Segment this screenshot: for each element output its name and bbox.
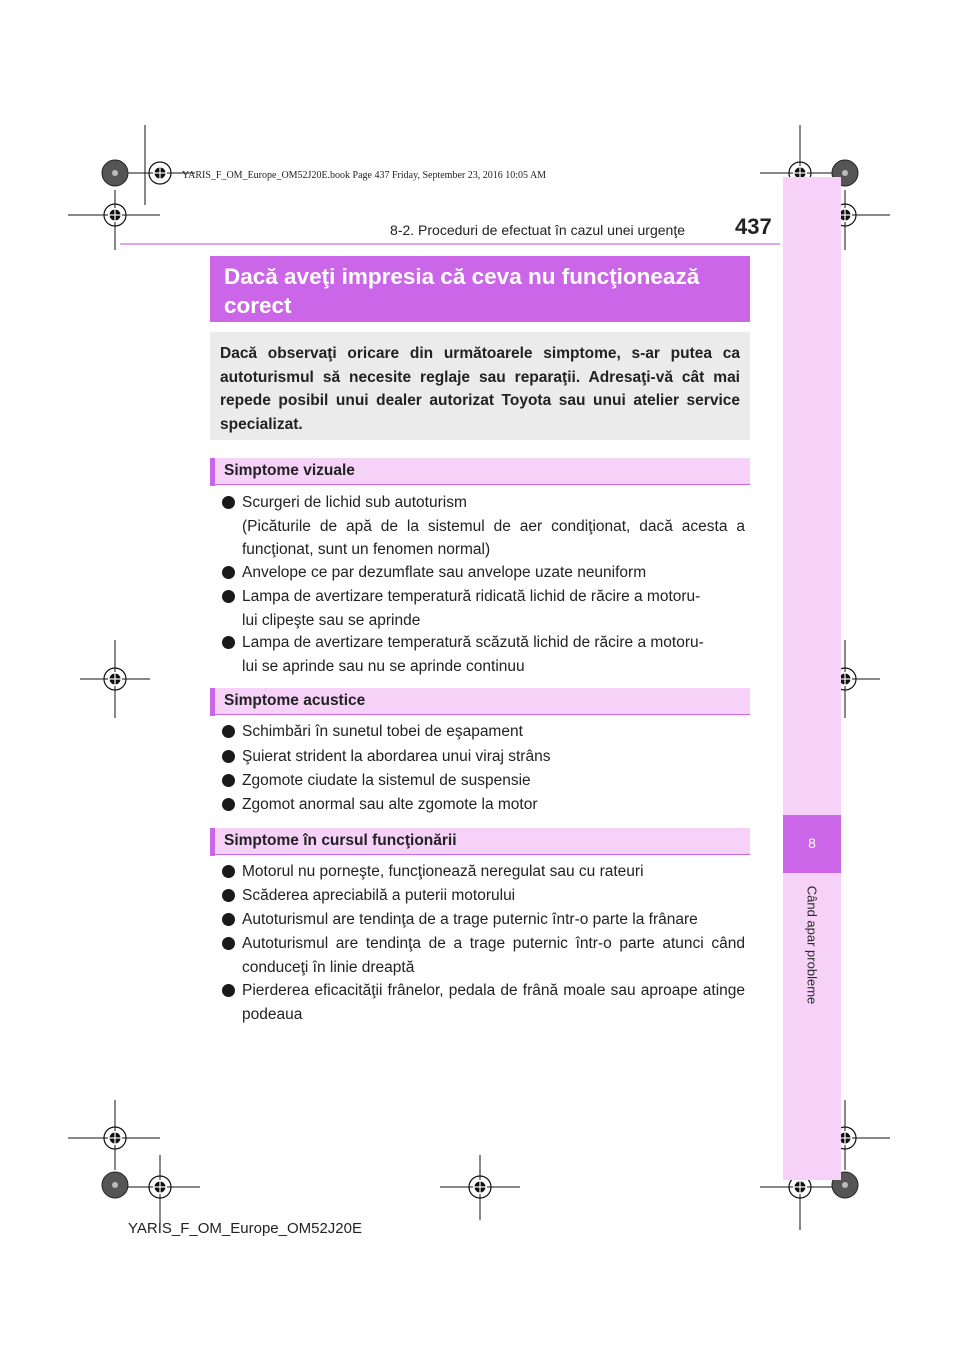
list-item-text: Lampa de avertizare temperatură ridicată lichid de răcire a motoru- lui clipeşte sau se aprinde	[242, 588, 701, 629]
section-heading: Simptome acustice	[224, 692, 366, 709]
list-item-text: Scăderea apreciabilă a puterii motorului	[242, 887, 516, 904]
list-item	[222, 561, 745, 585]
header-rule	[120, 243, 780, 245]
bullet-icon	[222, 774, 235, 787]
list-item-text: Şuierat strident la abordarea unui viraj strâns	[242, 748, 551, 765]
section-heading: Simptome vizuale	[224, 462, 355, 479]
bullet-icon	[222, 913, 235, 926]
list-item-text: Motorul nu porneşte, funcţionează neregulat sau cu rateuri	[242, 863, 644, 880]
list-item	[222, 932, 745, 979]
list-item	[222, 585, 745, 632]
list-item	[222, 491, 745, 562]
section-header-operation	[210, 828, 750, 855]
bullet-icon	[222, 865, 235, 878]
page-number: 437	[735, 214, 772, 239]
bullet-icon	[222, 937, 235, 950]
bullet-icon	[222, 889, 235, 902]
list-item-text: Lampa de avertizare temperatură scăzută lichid de răcire a motoru- lui se aprinde sau nu se aprinde continuu	[242, 634, 704, 675]
section-header-visual	[210, 458, 750, 485]
list-item-text: Zgomote ciudate la sistemul de suspensie	[242, 772, 531, 789]
list-item	[222, 769, 745, 793]
list-item	[222, 884, 745, 908]
section-header-acoustic	[210, 688, 750, 715]
footer-code: YARIS_F_OM_Europe_OM52J20E	[128, 1220, 363, 1237]
bullet-icon	[222, 798, 235, 811]
bullet-icon	[222, 590, 235, 603]
list-item-text: Pierderea eficacităţii frânelor, pedala de frână moale sau aproape atinge podeaua	[242, 982, 745, 1023]
list-item	[222, 631, 745, 678]
list-item-text: Scurgeri de lichid sub autoturism (Picăturile de apă de la sistemul de aer condiţionat, dacă acesta a funcţionat, sunt un fenomen normal)	[242, 494, 745, 558]
section-title: 8-2. Proceduri de efectuat în cazul unei urgenţe	[390, 222, 685, 238]
page-title: Dacă aveţi impresia că ceva nu funcţionează corect	[224, 264, 700, 318]
list-item	[222, 745, 745, 769]
bullet-icon	[222, 636, 235, 649]
list-item	[222, 793, 745, 817]
chapter-label: Când apar probleme	[804, 885, 820, 1005]
intro-box	[210, 332, 750, 440]
list-item-text: Zgomot anormal sau alte zgomote la motor	[242, 796, 538, 813]
list-item-text: Autoturismul are tendinţa de a trage puternic într-o parte atunci când conduceţi în linie dreaptă	[242, 935, 745, 976]
bullet-icon	[222, 725, 235, 738]
list-item	[222, 860, 745, 884]
book-info-line: YARIS_F_OM_Europe_OM52J20E.book Page 437 Friday, September 23, 2016 10:05 AM	[182, 170, 547, 181]
bullet-icon	[222, 566, 235, 579]
bullet-icon	[222, 496, 235, 509]
title-banner	[210, 256, 750, 322]
chapter-number-tab	[783, 815, 841, 873]
section-heading: Simptome în cursul funcţionării	[224, 832, 457, 849]
chapter-number: 8	[808, 835, 816, 851]
list-item-text: Autoturismul are tendinţa de a trage puternic într-o parte la frânare	[242, 911, 698, 928]
list-item-text: Schimbări în sunetul tobei de eşapament	[242, 723, 523, 740]
intro-text: Dacă observaţi oricare din următoarele simptome, s-ar putea ca autoturismul să necesite reglaje sau reparaţii. Adresaţi-vă cât mai repede posibil unui dealer autorizat Toyota sau unui atelier service specializat.	[220, 345, 740, 433]
bullet-icon	[222, 984, 235, 997]
list-item	[222, 908, 745, 932]
list-item	[222, 979, 745, 1026]
list-item-text: Anvelope ce par dezumflate sau anvelope uzate neuniform	[242, 564, 647, 581]
chapter-side-strip	[783, 177, 841, 1180]
list-item	[222, 720, 745, 744]
bullet-icon	[222, 750, 235, 763]
